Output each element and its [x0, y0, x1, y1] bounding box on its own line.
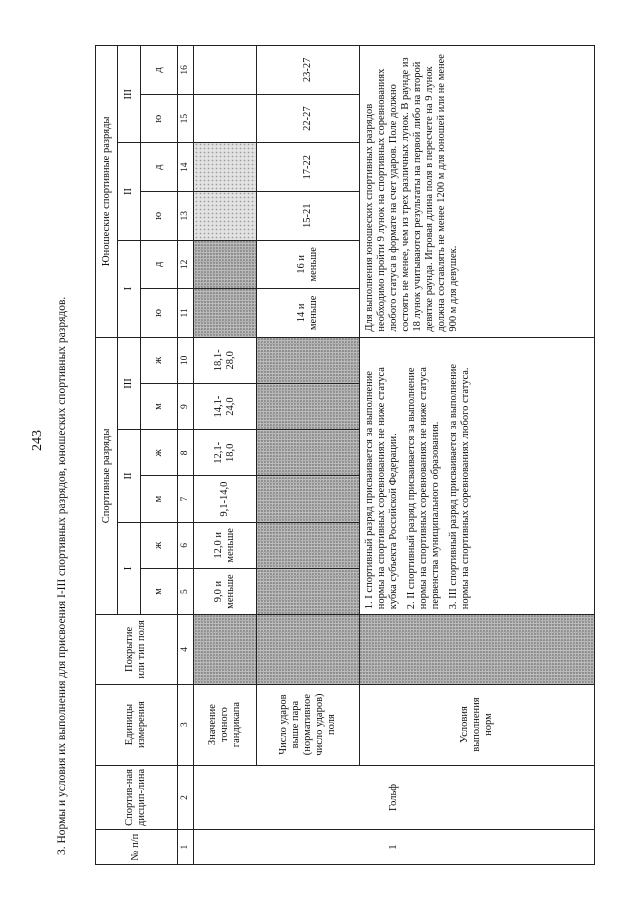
header-d: д	[140, 240, 177, 289]
shaded-cell	[194, 615, 257, 684]
shaded-cell	[194, 240, 257, 289]
shaded-cell	[194, 143, 257, 192]
value-youth-ii-d: 17-22	[257, 143, 359, 192]
col-number: 3	[177, 684, 193, 765]
header-sport-ranks: Спортивные разряды	[96, 337, 118, 615]
header-coverage: Покрытие или тип поля	[96, 615, 178, 684]
value-youth-iii-d: 23-27	[257, 46, 359, 95]
header-rank-ii: II	[118, 430, 140, 523]
unit-handicap: Значение точного гандикапа	[194, 684, 257, 765]
value-youth-ii-yu: 15-21	[257, 191, 359, 240]
header-zh: ж	[140, 430, 177, 476]
value-youth-iii-yu: 22-27	[257, 94, 359, 143]
header-m: м	[140, 476, 177, 522]
col-number: 1	[177, 830, 193, 865]
value-i-zh: 12,0 и меньше	[194, 522, 257, 568]
header-d: д	[140, 46, 177, 95]
header-d: д	[140, 143, 177, 192]
condition-3: 3. III спортивный разряд присваивается за выполнение нормы на спортивных соревнованиях любого статуса.	[448, 363, 472, 610]
shaded-cell	[257, 383, 359, 429]
header-discipline: Спортив-ная дисцип-лина	[96, 765, 178, 830]
header-zh: ж	[140, 522, 177, 568]
value-youth-i-yu: 14 и меньше	[257, 289, 359, 338]
header-zh: ж	[140, 337, 177, 383]
value-ii-m: 9,1-14,0	[194, 476, 257, 522]
header-m: м	[140, 383, 177, 429]
conditions-youth-ranks	[359, 46, 594, 338]
shaded-cell	[257, 337, 359, 383]
col-number: 14	[177, 143, 193, 192]
condition-youth: Для выполнения юношеских спортивных разрядов необходимо пройти 9 лунок на спортивных соревнованиях любого статуса в формате на счет ударов. Поле должно состоять не менее, чем из трех различных лунок. В раунде из 18 лунок учитываются результаты на первой либо на второй девятке раунда. Игровая длина поля в пересчете на 9 лунок должна составлять не менее 1200 м для юношей или не менее 900 м для девушек.	[363, 54, 460, 332]
header-youth-ranks: Юношеские спортивные разряды	[96, 46, 118, 338]
header-yu: ю	[140, 94, 177, 143]
col-number: 13	[177, 191, 193, 240]
header-m: м	[140, 568, 177, 614]
condition-2: 2. II спортивный разряд присваивается за выполнение нормы на спортивных соревнованиях не ниже статуса первенства муниципального образования.	[405, 367, 442, 610]
header-youth-ii: II	[118, 143, 140, 240]
col-number: 7	[177, 476, 193, 522]
col-number: 6	[177, 522, 193, 568]
page-number: 243	[30, 430, 45, 451]
header-num: № п/п	[96, 830, 178, 865]
col-number: 12	[177, 240, 193, 289]
header-yu: ю	[140, 191, 177, 240]
header-yu: ю	[140, 289, 177, 338]
col-number: 16	[177, 46, 193, 95]
table-caption: 3. Нормы и условия их выполнения для присвоения I-III спортивных разрядов, юношеских спортивных разрядов.	[56, 296, 68, 855]
col-number: 11	[177, 289, 193, 338]
col-number: 10	[177, 337, 193, 383]
value-iii-m: 14,1-24,0	[194, 383, 257, 429]
empty-cell	[194, 94, 257, 143]
col-number: 4	[177, 615, 193, 684]
row-number: 1	[194, 830, 595, 865]
value-ii-zh: 12,1-18,0	[194, 430, 257, 476]
norms-table-wrapper	[95, 45, 595, 865]
col-number: 15	[177, 94, 193, 143]
header-rank-iii: III	[118, 337, 140, 430]
shaded-cell	[194, 191, 257, 240]
conditions-sport-ranks	[359, 337, 594, 615]
value-iii-zh: 18,1-28,0	[194, 337, 257, 383]
conditions-label: Условия выполнения норм	[359, 684, 594, 765]
shaded-cell	[257, 568, 359, 614]
col-number: 2	[177, 765, 193, 830]
value-youth-i-d: 16 и меньше	[257, 240, 359, 289]
shaded-cell	[257, 615, 359, 684]
col-number: 9	[177, 383, 193, 429]
header-units: Единицы измерения	[96, 684, 178, 765]
value-i-m: 9,0 и меньше	[194, 568, 257, 614]
shaded-cell	[257, 476, 359, 522]
col-number: 5	[177, 568, 193, 614]
header-youth-iii: III	[118, 46, 140, 143]
empty-cell	[194, 46, 257, 95]
header-rank-i: I	[118, 522, 140, 615]
shaded-cell	[257, 522, 359, 568]
shaded-cell	[359, 615, 594, 684]
sport-name: Гольф	[194, 765, 595, 830]
shaded-cell	[257, 430, 359, 476]
col-number: 8	[177, 430, 193, 476]
header-youth-i: I	[118, 240, 140, 337]
norms-table	[95, 45, 595, 865]
shaded-cell	[194, 289, 257, 338]
unit-strokes: Число ударов выше пара (нормативное число ударов) поля	[257, 684, 359, 765]
condition-1: 1. I спортивный разряд присваивается за выполнение нормы на спортивных соревнованиях не ниже статуса кубка субъекта Российской Федерации.	[363, 367, 399, 610]
